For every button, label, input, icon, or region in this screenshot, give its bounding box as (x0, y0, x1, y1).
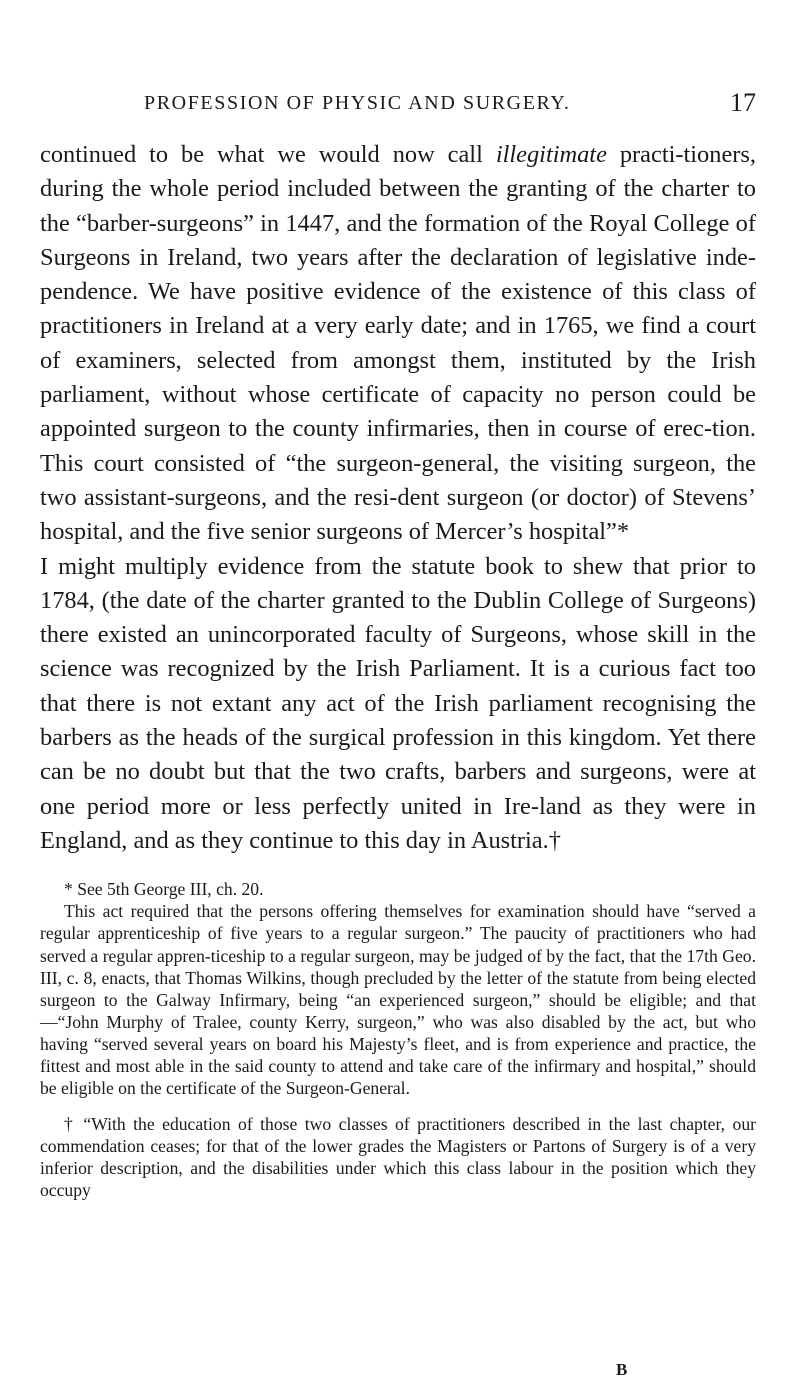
footnote-1-reference: * See 5th George III, ch. 20. (64, 879, 264, 900)
footnotes (40, 878, 756, 1201)
paragraph-1-part-2: practi-tioners, during the whole period included between the granting of the charter to the “barber-surgeons” in 1447, and the formation of the Royal College of Surgeons in Ireland, two years after the declaration of legislative inde-pendence. We have positive evidence of the existence of this class of practitioners in Ireland at a very early date; and in 1765, we find a court of examiners, selected from amongst them, instituted by the Irish parliament, without whose certificate of capacity no person could be appointed surgeon to the county infirmaries, then in course of erec-tion. This court consisted of “the surgeon-general, the visiting surgeon, the two assistant-surgeons, and the resi-dent surgeon (or doctor) of Stevens’ hospital, and the five senior surgeons of Mercer’s hospital”* (40, 141, 756, 546)
footnote-1-text: This act required that the persons offering themselves for examination should have “served a regular apprenticeship of five years to a regular surgeon.” The paucity of practitioners who had served a regular appren-ticeship to a regular surgeon, may be judged of by the fact, that the 17th Geo. III, c. 8, enacts, that Thomas Wilkins, though precluded by the letter of the statute from being elected surgeon to the Galway Infirmary, being “an experienced surgeon,” should be eligible; and that—“John Murphy of Tralee, county Kerry, surgeon,” who was also disabled by the act, but who having “served several years on board his Majesty’s fleet, and is from experience and practice, the fittest and most able in the said county to attend and take care of the infirmary and hospital,” should be eligible on the certificate of the Surgeon-General. (40, 901, 756, 1099)
book-page (40, 88, 756, 1202)
running-title: PROFESSION OF PHYSIC AND SURGERY. (144, 92, 571, 114)
running-head (40, 88, 756, 122)
footnote-2-text: † “With the education of those two classes of practitioners described in the last chapter, our commendation ceases; for that of the lower grades the Magisters or Partons of Surgery is of a very inferior description, and the disabilities under which this class labour in the position which they occupy (40, 1114, 756, 1201)
footnote-spacer (40, 858, 756, 870)
paragraph-1 (40, 138, 756, 550)
signature-mark: B (616, 1360, 628, 1379)
paragraph-1-part-1: continued to be what we would now call (40, 141, 496, 168)
paragraph-2: I might multiply evidence from the statute book to shew that prior to 1784, (the date of the charter granted to the Dublin College of Surgeons) there existed an unincorporated faculty of Surgeons, whose skill in the science was recognized by the Irish Parliament. It is a curious fact too that there is not extant any act of the Irish parliament recognising the barbers as the heads of the surgical profession in this kingdom. Yet there can be no doubt but that the two crafts, barbers and surgeons, were at one period more or less perfectly united in Ire-land as they were in England, and as they continue to this day in Austria.† (40, 552, 756, 854)
page-number: 17 (730, 88, 756, 117)
main-text (40, 138, 756, 858)
italic-term: illegitimate (495, 141, 607, 168)
